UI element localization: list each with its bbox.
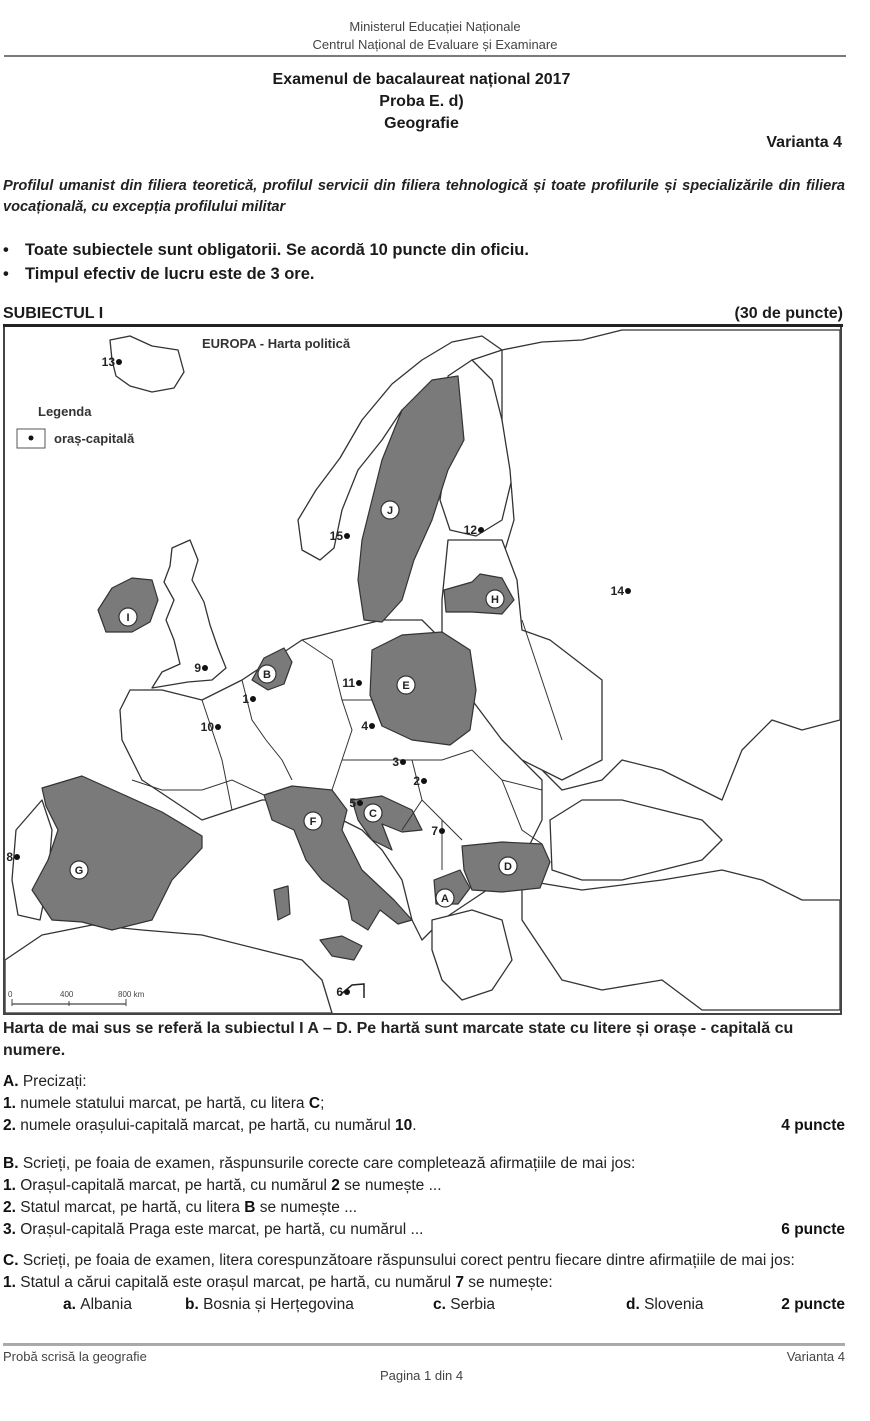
svg-text:400: 400 [60, 990, 74, 999]
svg-text:8: 8 [6, 850, 13, 864]
svg-text:F: F [309, 816, 317, 828]
svg-text:7: 7 [431, 824, 438, 838]
svg-text:5: 5 [349, 796, 356, 810]
part-b-item: 1. Orașul-capitală marcat, pe hartă, cu numărul 2 se numește ... [3, 1177, 442, 1194]
section-header [3, 304, 843, 327]
instruction-item: • Toate subiectele sunt obligatorii. Se acordă 10 puncte din oficiu. [3, 238, 529, 262]
svg-text:D: D [504, 861, 512, 873]
state-letter-E [397, 676, 415, 694]
part-b-points: 6 puncte [781, 1221, 845, 1238]
state-E-shape [370, 632, 476, 745]
svg-text:11: 11 [342, 676, 355, 690]
ministry-name: Ministerul Educației Naționale [349, 19, 521, 34]
part-b-item: 2. Statul marcat, pe hartă, cu litera B se numește ... [3, 1199, 358, 1216]
svg-text:G: G [74, 865, 84, 877]
subject-label: Geografie [384, 115, 459, 132]
part-c-prompt: Scrieți, pe foaia de examen, litera corespunzătoare răspunsului corect pentru fiecare dintre afirmațiile de mai jos: [22, 1252, 795, 1269]
exam-title: Examenul de bacalaureat național 2017 [272, 71, 571, 88]
bullet-icon: • [3, 265, 9, 283]
part-b-label: B. [3, 1155, 19, 1172]
svg-text:oraș-capitală: oraș-capitală [54, 431, 135, 446]
part-c [3, 1250, 845, 1316]
svg-text:2: 2 [413, 774, 420, 788]
state-letter-J [381, 501, 399, 519]
part-b-prompt: Scrieți, pe foaia de examen, răspunsurile corecte care completează afirmațiile de mai jos: [22, 1155, 636, 1172]
footer-left: Probă scrisă la geografie [3, 1349, 147, 1364]
bullet-icon: • [3, 241, 9, 259]
probe-label: Proba E. d) [379, 93, 464, 110]
svg-text:H: H [491, 594, 499, 606]
map-canvas [5, 327, 840, 1013]
svg-text:I: I [126, 612, 130, 624]
part-a-points: 4 puncte [781, 1117, 845, 1134]
map-title: EUROPA - Harta politică [202, 336, 351, 351]
map-legend [17, 404, 135, 448]
page-number: Pagina 1 din 4 [379, 1368, 464, 1383]
part-b-item: 3. Orașul-capitală Praga este marcat, pe hartă, cu numărul ... 6 puncte [3, 1219, 845, 1241]
svg-text:B: B [263, 669, 271, 681]
state-letter-A [436, 889, 454, 907]
state-letter-F [304, 812, 322, 830]
part-c-label: C. [3, 1252, 19, 1269]
instructions-list [3, 238, 529, 286]
option-b: b. Bosnia și Herțegovina [185, 1296, 354, 1313]
footer [3, 1349, 845, 1364]
option-a: a. Albania [63, 1296, 132, 1313]
evaluation-center: Centrul Național de Evaluare și Examinare [312, 37, 558, 52]
section-title: SUBIECTUL I [3, 305, 104, 322]
svg-text:Legenda: Legenda [38, 404, 92, 419]
svg-text:9: 9 [194, 661, 201, 675]
state-letter-I [119, 608, 137, 626]
state-letter-H [486, 590, 504, 608]
part-a-prompt: Precizați: [22, 1073, 87, 1090]
header-divider [4, 55, 846, 57]
svg-text:C: C [369, 808, 377, 820]
part-c-options [3, 1294, 845, 1316]
svg-text:4: 4 [361, 719, 368, 733]
capital-marker-15 [330, 529, 350, 543]
svg-text:10: 10 [200, 720, 214, 734]
option-c: c. Serbia [433, 1296, 496, 1313]
svg-text:1: 1 [242, 692, 249, 706]
variant-label: Varianta 4 [766, 134, 842, 151]
svg-text:6: 6 [336, 985, 343, 999]
instruction-item: • Timpul efectiv de lucru este de 3 ore. [3, 262, 529, 286]
footer-right: Varianta 4 [786, 1349, 845, 1364]
svg-text:A: A [441, 893, 449, 905]
part-c-points: 2 puncte [781, 1296, 845, 1313]
state-letter-B [258, 665, 276, 683]
part-a [3, 1071, 845, 1137]
svg-text:800 km: 800 km [118, 990, 145, 999]
svg-text:14: 14 [610, 584, 624, 598]
svg-text:3: 3 [392, 755, 399, 769]
part-a-item: 1. numele statului marcat, pe hartă, cu litera C; [3, 1095, 325, 1112]
svg-text:0: 0 [8, 990, 13, 999]
svg-text:15: 15 [329, 529, 343, 543]
part-a-label: A. [3, 1073, 19, 1090]
profile-text: Profilul umanist din filiera teoretică, profilul servicii din filiera tehnologică și toate profilurile și specializările din filiera vocațională, cu excepția profilului militar [3, 178, 845, 215]
footer-divider [3, 1343, 845, 1346]
svg-text:13: 13 [101, 355, 115, 369]
part-b [3, 1153, 845, 1241]
state-letter-C [364, 804, 382, 822]
section-points: (30 de puncte) [734, 305, 843, 322]
part-c-item: 1. Statul a cărui capitală este orașul marcat, pe hartă, cu numărul 7 se numește: [3, 1274, 553, 1291]
svg-text:12: 12 [463, 523, 477, 537]
map-caption: Harta de mai sus se referă la subiectul I A – D. Pe hartă sunt marcate state cu litere și orașe - capitală cu numere. [3, 1020, 794, 1059]
europe-political-map [3, 327, 842, 1015]
state-letter-D [499, 857, 517, 875]
part-a-item: 2. numele orașului-capitală marcat, pe hartă, cu numărul 10. 4 puncte [3, 1115, 845, 1137]
svg-text:J: J [386, 505, 394, 517]
state-letter-G [70, 861, 88, 879]
svg-text:E: E [402, 680, 410, 692]
option-d: d. Slovenia [626, 1296, 704, 1313]
